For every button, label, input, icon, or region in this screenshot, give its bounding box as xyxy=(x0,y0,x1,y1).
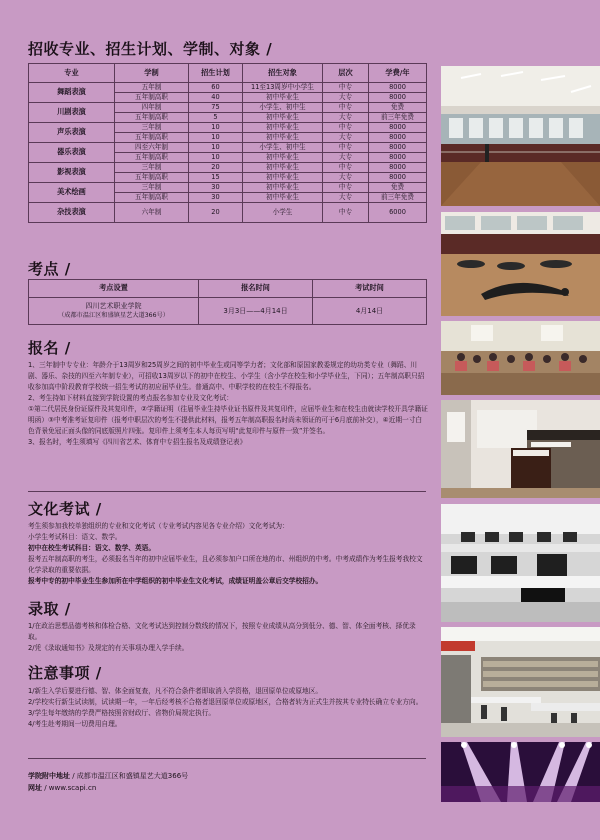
enroll-item: 2/凭《录取通知书》及规定的有关事项办理入学手续。 xyxy=(28,644,189,652)
table-cell: 6000 xyxy=(369,203,427,223)
table-cell: 大专 xyxy=(323,113,369,123)
table-cell: 中专 xyxy=(323,203,369,223)
major-cell: 美术绘画 xyxy=(29,183,115,203)
culture-item: 报考五年制高职的考生，必须报名当年的初中应届毕业生，且必须参加户口所在地的市、州组织的中考。中考成绩作为考生报考我校文化学录取的重要依据。 xyxy=(28,555,423,574)
table-cell: 小学生、初中生 xyxy=(243,103,323,113)
table-cell: 三年制 xyxy=(115,163,189,173)
table-row xyxy=(29,83,427,93)
admission-table-body xyxy=(29,83,427,223)
table-cell: 前三年免费 xyxy=(369,193,427,203)
table-cell: 75 xyxy=(189,103,243,113)
apply-item: ①第二代居民身份证原件及其复印件，②学籍证明（往届毕业生持毕业证书原件及其复印件，应届毕业生和在校生由就读学校开具学籍证明函）③中考准考证复印件（报考中职层次的考生不提供此材料，报考五年制高职报名时尚未领证的可于6月底前补交），④近期一寸白色背景免冠正面头像的同底版照片四张。复印件上须考生本人每页写明“此复印件与原件一致”并签名。 xyxy=(28,405,428,435)
footer-address xyxy=(28,770,188,782)
culture-item: 考生须参加我校单独组织的专业和文化考试（专业考试内容见各专业介绍）文化考试为： xyxy=(28,522,289,530)
table-cell: 8000 xyxy=(369,83,427,93)
col-header: 专业 xyxy=(29,64,115,83)
table-cell: 60 xyxy=(189,83,243,93)
table-cell: 四至六年制 xyxy=(115,143,189,153)
col-header: 学制 xyxy=(115,64,189,83)
table-cell: 大专 xyxy=(323,193,369,203)
table-cell: 初中毕业生 xyxy=(243,153,323,163)
dance-practice-photo xyxy=(441,212,600,316)
table-cell: 初中毕业生 xyxy=(243,183,323,193)
dance-studio-photo xyxy=(441,66,600,206)
table-cell: 大专 xyxy=(323,173,369,183)
table-cell: 五年制高职 xyxy=(115,133,189,143)
table-cell: 中专 xyxy=(323,83,369,93)
admission-table-wrap xyxy=(28,63,426,223)
table-cell: 8000 xyxy=(369,133,427,143)
apply-item: 1、三年制中专专业：年龄介于13周岁和25周岁之间的初中毕业生或同等学力者；文化部和原国家教委规定的幼功类专业（舞蹈、川剧、器乐、杂技的四至六年制专业），可招收13周岁以下的初中在校生、小学生（含小学在校生和小学毕业生，下同）；五年制高职只招收参加高中阶段教育学校统一招生考试的初应届毕业生。普通高中、中职学校的在校生不得报名。 xyxy=(28,361,425,391)
table-row xyxy=(29,143,427,153)
table-cell: 初中毕业生 xyxy=(243,113,323,123)
table-cell: 10 xyxy=(189,153,243,163)
notes-item: 3/学生每年缴纳的学费严格按照省财政厅、省物价局规定执行。 xyxy=(28,709,216,717)
website-label: 网址 xyxy=(28,784,42,792)
col-header: 学费/年 xyxy=(369,64,427,83)
table-cell: 10 xyxy=(189,143,243,153)
table-cell: 40 xyxy=(189,93,243,103)
table-cell: 8000 xyxy=(369,123,427,133)
exam-time-cell: 4月14日 xyxy=(313,298,427,325)
divider xyxy=(28,758,426,759)
culture-item: 初中在校生考试科目：语文、数学、英语。 xyxy=(28,544,156,552)
admission-header-row xyxy=(29,64,427,83)
table-cell: 初中毕业生 xyxy=(243,133,323,143)
table-cell: 前三年免费 xyxy=(369,113,427,123)
table-row xyxy=(29,183,427,193)
culture-exam-text xyxy=(28,521,428,587)
table-cell: 10 xyxy=(189,133,243,143)
notes-item: 4/考生赴考期间一切费用自理。 xyxy=(28,720,122,728)
enroll-heading: 录取 / xyxy=(28,600,71,618)
table-cell: 11至13周岁中小学生 xyxy=(243,83,323,93)
col-header: 招生计划 xyxy=(189,64,243,83)
notes-item: 1/新生入学后要进行德、智、体全面复查，凡不符合条件者即取消入学资格，退回原单位或原地区。 xyxy=(28,687,323,695)
table-cell: 5 xyxy=(189,113,243,123)
major-cell: 器乐表演 xyxy=(29,143,115,163)
table-cell: 大专 xyxy=(323,153,369,163)
exam-site-cell xyxy=(29,298,199,325)
stage-lights-photo xyxy=(441,742,600,802)
address-label: 学院附中地址 xyxy=(28,772,70,780)
major-cell: 舞蹈表演 xyxy=(29,83,115,103)
apply-text xyxy=(28,360,428,448)
register-time-cell: 3月3日——4月14日 xyxy=(199,298,313,325)
major-cell: 声乐表演 xyxy=(29,123,115,143)
exam-table-wrap xyxy=(28,279,426,325)
table-cell: 中专 xyxy=(323,123,369,133)
table-cell: 初中毕业生 xyxy=(243,193,323,203)
table-cell: 大专 xyxy=(323,133,369,143)
enroll-item: 1/在政治思想品德考核和体检合格、文化考试达到控制分数线的情况下，按照专业成绩从高分到低分、德、智、体全面考核、择优录取。 xyxy=(28,622,416,641)
table-cell: 30 xyxy=(189,193,243,203)
major-cell: 川剧表演 xyxy=(29,103,115,123)
culture-item: 报考中专的初中毕业生生参加所在中学组织的初中毕业生文化考试，成绩证明盖公章后交学校招办。 xyxy=(28,577,323,585)
exam-row xyxy=(29,298,427,325)
table-cell: 五年制 xyxy=(115,83,189,93)
col-header: 考点设置 xyxy=(29,280,199,298)
table-cell: 初中毕业生 xyxy=(243,173,323,183)
col-header: 考试时间 xyxy=(313,280,427,298)
apply-item: 3、报名时，考生须填写《四川省艺术、体育中专招生报名及成绩登记表》 xyxy=(28,438,247,446)
exam-site-heading: 考点 / xyxy=(28,260,71,278)
classroom-photo xyxy=(441,321,600,395)
footer-website xyxy=(28,782,188,794)
exam-site-address: （成都市温江区和盛镇星艺大道366号） xyxy=(58,312,169,319)
table-cell: 三年制 xyxy=(115,183,189,193)
table-cell: 初中毕业生 xyxy=(243,123,323,133)
table-cell: 8000 xyxy=(369,143,427,153)
table-cell: 五年制高职 xyxy=(115,153,189,163)
exam-header-row xyxy=(29,280,427,298)
table-cell: 初中毕业生 xyxy=(243,93,323,103)
table-cell: 初中毕业生 xyxy=(243,163,323,173)
col-header: 报名时间 xyxy=(199,280,313,298)
table-cell: 8000 xyxy=(369,153,427,163)
table-cell: 免费 xyxy=(369,103,427,113)
table-row xyxy=(29,103,427,113)
enroll-text xyxy=(28,621,428,654)
computer-lab-photo xyxy=(441,504,600,622)
table-cell: 中专 xyxy=(323,103,369,113)
library-photo xyxy=(441,627,600,737)
col-header: 层次 xyxy=(323,64,369,83)
table-cell: 四年制 xyxy=(115,103,189,113)
table-cell: 中专 xyxy=(323,183,369,193)
admission-heading: 招收专业、招生计划、学制、对象 / xyxy=(28,40,273,58)
table-cell: 8000 xyxy=(369,173,427,183)
table-cell: 20 xyxy=(189,163,243,173)
table-cell: 20 xyxy=(189,203,243,223)
exam-table xyxy=(28,279,427,325)
table-cell: 中专 xyxy=(323,143,369,153)
table-row xyxy=(29,203,427,223)
website-link[interactable]: / www.scapi.cn xyxy=(42,784,97,792)
table-cell: 五年制高职 xyxy=(115,93,189,103)
notes-heading: 注意事项 / xyxy=(28,664,102,682)
table-cell: 中专 xyxy=(323,163,369,173)
table-cell: 三年制 xyxy=(115,123,189,133)
table-cell: 10 xyxy=(189,123,243,133)
notes-text xyxy=(28,686,428,730)
table-cell: 8000 xyxy=(369,163,427,173)
exam-site-name: 四川艺术职业学院 xyxy=(85,302,142,310)
table-cell: 15 xyxy=(189,173,243,183)
table-cell: 六年制 xyxy=(115,203,189,223)
table-cell: 小学生 xyxy=(243,203,323,223)
culture-item: 小学生考试科目：语文、数学。 xyxy=(28,533,122,541)
major-cell: 影视表演 xyxy=(29,163,115,183)
table-cell: 大专 xyxy=(323,93,369,103)
divider xyxy=(28,491,426,492)
table-cell: 8000 xyxy=(369,93,427,103)
notes-item: 2/学校实行新生试读制，试读期一年，一年后经考核不合格者退回原单位或原地区，合格者转为正式生并按其专业特长确立专业方向。 xyxy=(28,698,423,706)
piano-room-photo xyxy=(441,400,600,498)
footer xyxy=(28,770,188,794)
table-cell: 五年制高职 xyxy=(115,193,189,203)
table-row xyxy=(29,123,427,133)
col-header: 招生对象 xyxy=(243,64,323,83)
table-cell: 小学生、初中生 xyxy=(243,143,323,153)
table-cell: 五年制高职 xyxy=(115,113,189,123)
major-cell: 杂技表演 xyxy=(29,203,115,223)
apply-item: 2、考生持如下材料直接到学院设置的考点报名参加专业及文化考试： xyxy=(28,394,233,402)
address-value: / 成都市温江区和盛镇星艺大道366号 xyxy=(70,772,189,780)
apply-heading: 报名 / xyxy=(28,339,71,357)
table-cell: 五年制高职 xyxy=(115,173,189,183)
culture-exam-heading: 文化考试 / xyxy=(28,500,102,518)
photo-strip xyxy=(441,66,600,802)
table-cell: 30 xyxy=(189,183,243,193)
table-cell: 免费 xyxy=(369,183,427,193)
admission-table xyxy=(28,63,427,223)
table-row xyxy=(29,163,427,173)
